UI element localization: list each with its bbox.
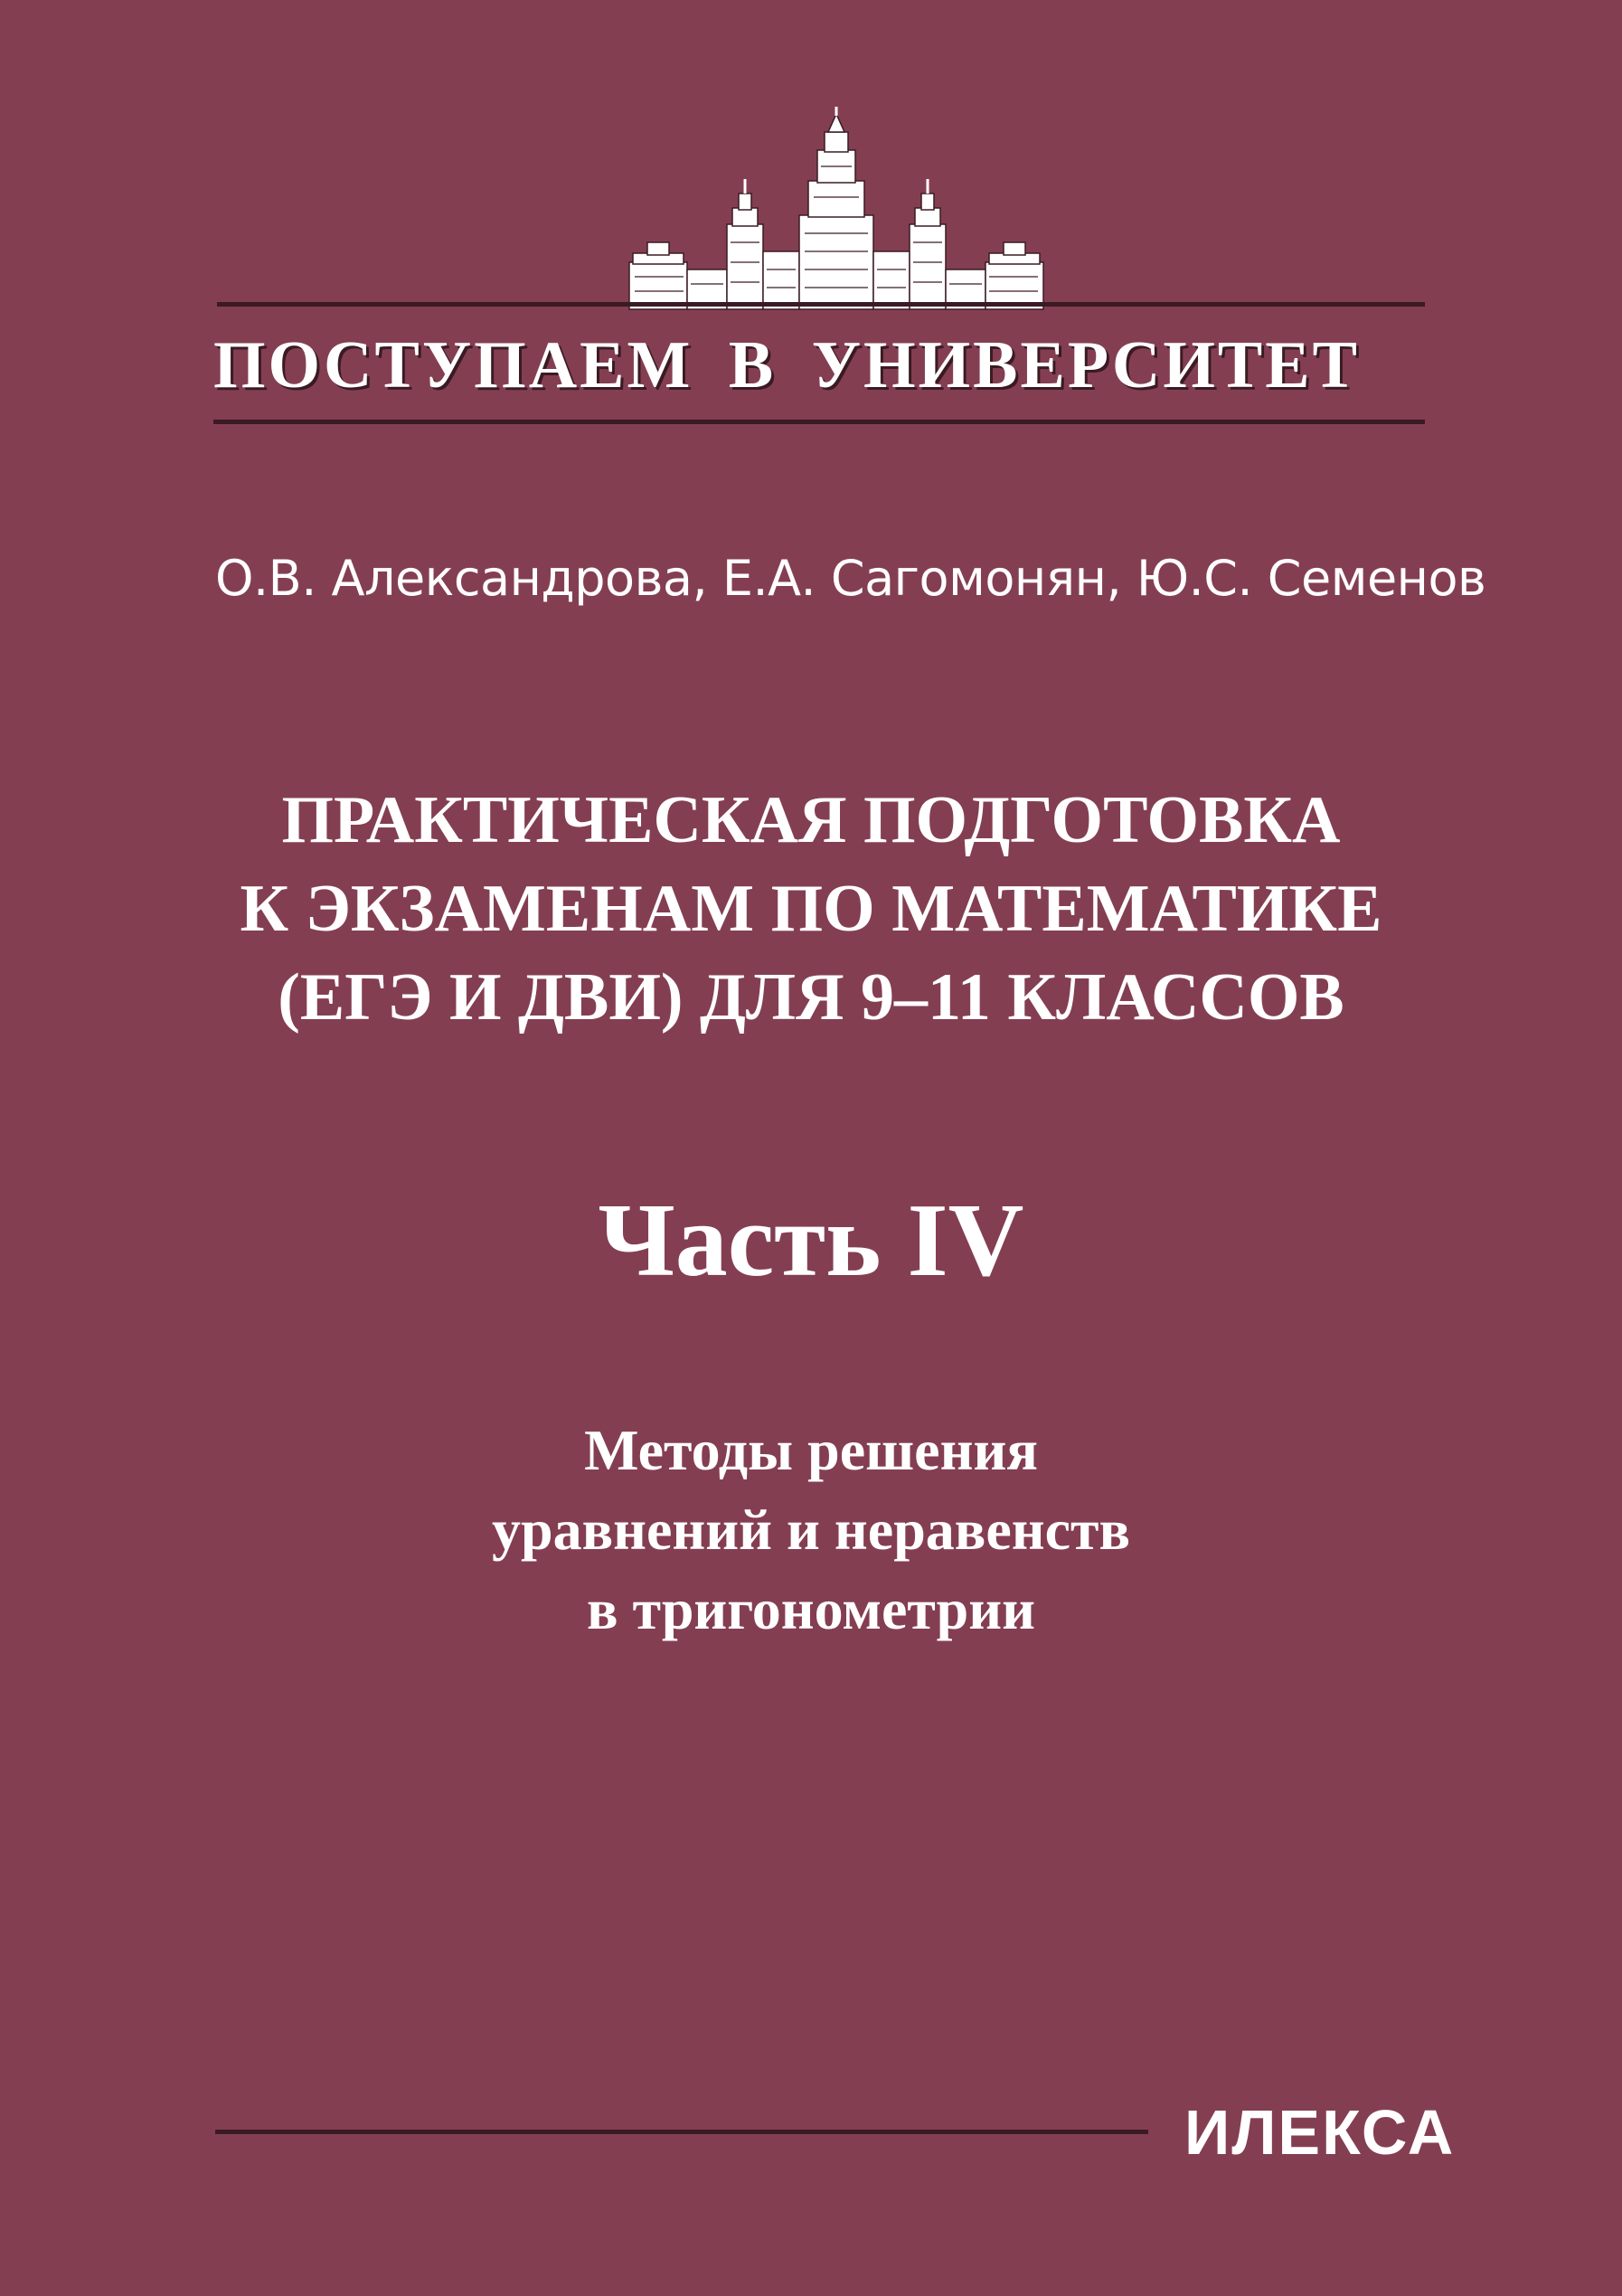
- book-title-line: ПРАКТИЧЕСКАЯ ПОДГОТОВКА: [281, 783, 1341, 857]
- book-title: [108, 776, 1514, 1042]
- series-rule-top: [217, 302, 1425, 307]
- book-title-line: К ЭКЗАМЕНАМ ПО МАТЕМАТИКЕ: [240, 872, 1382, 946]
- book-title-line: (ЕГЭ И ДВИ) ДЛЯ 9–11 КЛАССОВ: [278, 960, 1344, 1035]
- book-subtitle-line: в тригонометрии: [587, 1577, 1035, 1641]
- series-rule-bottom: [213, 420, 1425, 424]
- authors: О.В. Александрова, Е.А. Сагомонян, Ю.С. Семенов: [215, 550, 1486, 607]
- book-subtitle: [0, 1411, 1622, 1649]
- book-subtitle-line: Методы решения: [584, 1418, 1038, 1482]
- part-label: Часть IV: [598, 1183, 1024, 1299]
- series-title: ПОСТУПАЕМ В УНИВЕРСИТЕТ: [213, 328, 1361, 402]
- publisher-name: ИЛЕКСА: [1184, 2097, 1456, 2168]
- university-building-icon: [624, 107, 1049, 317]
- book-subtitle-line: уравнений и неравенств: [491, 1498, 1131, 1562]
- publisher-rule: [215, 2130, 1148, 2134]
